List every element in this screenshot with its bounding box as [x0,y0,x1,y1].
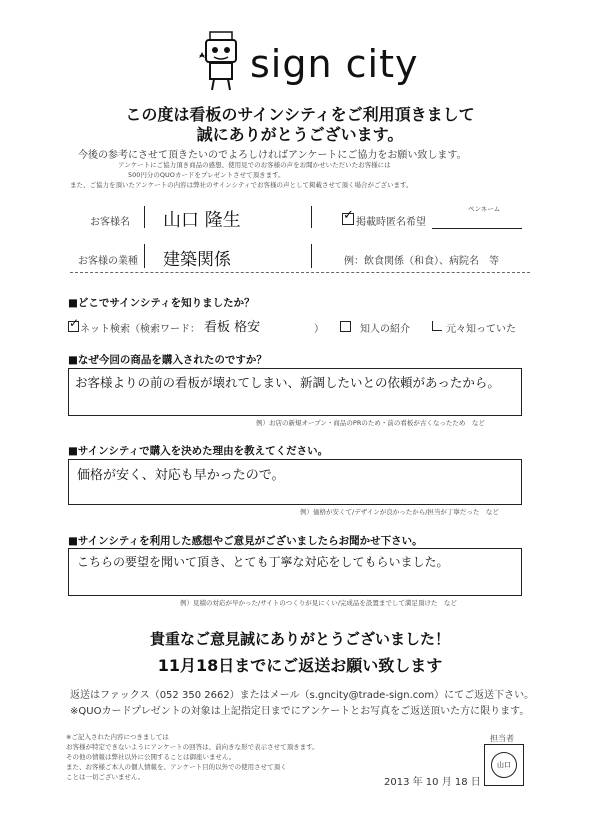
deadline-message: 11月18日までにご返送お願い致します [157,656,443,675]
quo-note: ※QUOカードプレゼントの対象は上記指定日までにアンケートとお写真をご返送頂いた方に限ります。 [70,706,530,717]
industry-label: お客様の業種 [78,256,138,267]
return-info: 返送はファックス（052 350 2662）またはメール（s.gncity@trade-sign.com）にてご返送下さい。 [70,690,535,701]
q4-question: ■サインシティを利用した感想やご意見がございましたらお聞かせ下さい。 [68,535,423,547]
name-label: お客様名 [90,217,130,228]
intro-line-4: また、ご協力を頂いたアンケートの内容は弊社のサインシティでお客様の声として掲載させて頂く場合がございます。 [70,181,413,189]
check-icon: ✓ [343,208,354,223]
q1-opt2-label: 知人の紹介 [360,324,410,335]
industry-example: 例：飲食関係（和食）、病院名 等 [344,256,499,267]
mascot-icon [196,30,246,92]
anon-checkbox[interactable] [342,208,354,225]
title-line-2: 誠にありがとうございます。 [196,125,404,144]
q1-opt3-checkbox[interactable] [432,321,442,331]
q2-question: ■なぜ今回の商品を購入されたのですか？ [68,354,267,366]
name-value: 山口 隆生 [163,210,241,231]
q1-search-word: 看板 格安 [204,320,261,335]
q2-hint: 例）お店の新規オープン・商品のPRのため・前の看板が古くなったため など [256,419,485,427]
intro-line-1: 今後の参考にさせて頂きたいのでよろしければアンケートにご協力をお願い致します。 [78,150,467,161]
q1-opt1-close: ） [314,324,324,335]
intro-line-3: 500円分のQUOカードをプレゼントさせて頂きます。 [128,171,285,179]
staff-stamp-box [484,744,524,786]
industry-value: 建築関係 [163,250,231,270]
check-icon: ✓ [69,316,80,330]
mascot-logo [196,30,246,92]
brand-name: sign city [250,42,419,86]
q4-answer: こちらの要望を聞いて頂き、とても丁寧な対応をしてもらいました。 [77,555,449,569]
q1-opt3-label: 元々知っていた [446,324,516,335]
q3-hint: 例）価格が安くて/デザインが良かったから/担当が丁寧だった など [300,508,499,516]
q3-question: ■サインシティで購入を決めた理由を教えてください。 [68,445,329,457]
notes-line-2: お客様が特定できないようにアンケートの回答は、前向きな形で表示させて頂きます。 [66,743,319,751]
pen-name-hint: ペンネーム [468,205,501,213]
q4-hint: 例）見積の対応が早かった/サイトのつくりが見にくい/完成品を設置までして満足頂けた など [180,599,457,607]
q1-question: ■どこでサインシティを知りましたか？ [68,297,255,309]
notes-line-5: ことは一切ございません。 [66,773,145,781]
anon-label: 掲載時匿名希望 [356,217,426,228]
stamp-seal [491,752,517,778]
intro-line-2: アンケートにご協力頂き商品の感想、使用見でのお客様の声をお聞かせいただいたお客様には [118,161,391,169]
pen-name-field[interactable] [432,228,522,229]
notes-line-4: また、お客様ご本人の個人情報を、アンケート目的以外での使用させて頂く [66,763,287,771]
q4-answer-box[interactable] [68,548,522,596]
title-line-1: この度は看板のサインシティをご利用頂きまして [125,105,475,124]
notes-line-1: ※ご記入された内容につきましては [66,733,169,741]
q1-opt1-label: ネット検索（検索ワード： [80,324,200,335]
customer-divider [70,272,530,273]
notes-line-3: その他の情報は弊社以外に公開することは御座いません。 [66,753,236,761]
q3-answer-box[interactable] [68,459,522,505]
q2-answer: お客様よりの前の看板が壊れてしまい、新調したいとの依頼があったから。 [75,375,500,390]
thanks-message: 貴重なご意見誠にありがとうございました！ [149,630,450,648]
name-field[interactable] [144,206,312,231]
staff-label: 担当者 [490,734,514,743]
industry-field[interactable] [144,244,312,268]
date: 2013 年 10 月 18 日 [384,777,481,788]
q2-answer-box[interactable] [68,368,522,416]
q3-answer: 価格が安く、対応も早かったので。 [77,468,285,483]
q1-opt1-checkbox[interactable] [68,316,80,332]
q1-opt2-checkbox[interactable] [340,321,351,332]
stamp-text: 山口 [497,761,511,769]
